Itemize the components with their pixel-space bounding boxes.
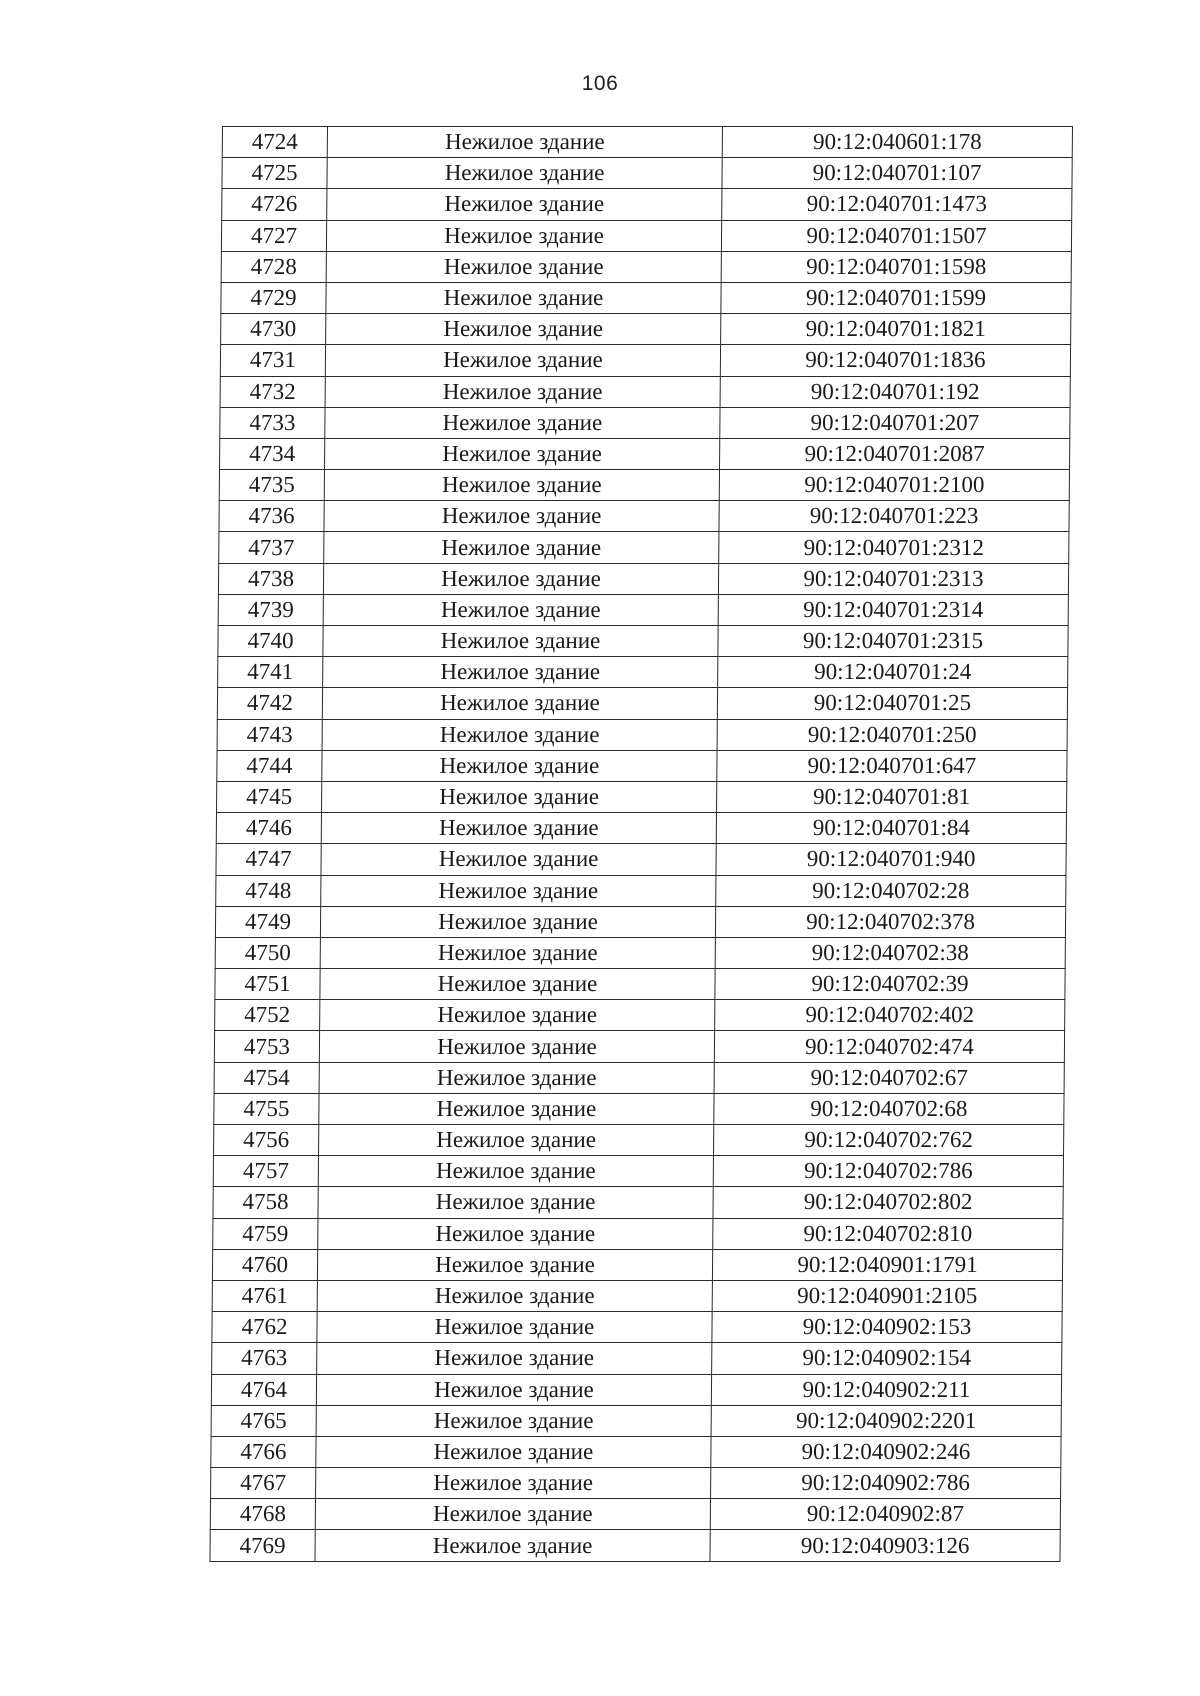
table-row (212, 1280, 1062, 1311)
cadastral-number-cell: 90:12:040702:38 (715, 937, 1065, 968)
registry-table (209, 126, 1073, 1562)
row-number-cell: 4745 (217, 781, 322, 812)
object-type-cell: Нежилое здание (315, 1499, 710, 1530)
table-row (216, 844, 1066, 875)
object-type-cell: Нежилое здание (323, 657, 718, 688)
cadastral-number-cell: 90:12:040902:211 (711, 1374, 1061, 1405)
object-type-cell: Нежилое здание (317, 1343, 712, 1374)
table-row (220, 438, 1070, 469)
cadastral-number-cell: 90:12:040902:246 (711, 1436, 1061, 1467)
cadastral-number-cell: 90:12:040701:2315 (718, 626, 1068, 657)
object-type-cell: Нежилое здание (318, 1187, 713, 1218)
cadastral-number-cell: 90:12:040702:810 (713, 1218, 1063, 1249)
object-type-cell: Нежилое здание (325, 407, 720, 438)
table-row (217, 781, 1067, 812)
object-type-cell: Нежилое здание (320, 969, 715, 1000)
row-number-cell: 4738 (218, 563, 323, 594)
table-row (215, 906, 1065, 937)
row-number-cell: 4759 (213, 1218, 318, 1249)
table-row (222, 189, 1072, 220)
object-type-cell: Нежилое здание (321, 813, 716, 844)
table-row (214, 1062, 1064, 1093)
object-type-cell: Нежилое здание (324, 470, 719, 501)
row-number-cell: 4725 (222, 158, 327, 189)
table-row (212, 1312, 1062, 1343)
row-number-cell: 4726 (222, 189, 327, 220)
object-type-cell: Нежилое здание (318, 1156, 713, 1187)
object-type-cell: Нежилое здание (326, 314, 721, 345)
object-type-cell: Нежилое здание (327, 189, 722, 220)
row-number-cell: 4727 (221, 220, 326, 251)
cadastral-number-cell: 90:12:040701:250 (717, 719, 1067, 750)
table-row (213, 1187, 1063, 1218)
cadastral-number-cell: 90:12:040701:2313 (718, 563, 1068, 594)
table-row (218, 563, 1068, 594)
cadastral-number-cell: 90:12:040701:192 (720, 376, 1070, 407)
object-type-cell: Нежилое здание (319, 1125, 714, 1156)
table-row (222, 127, 1072, 158)
table-row (221, 282, 1071, 313)
object-type-cell: Нежилое здание (316, 1405, 711, 1436)
object-type-cell: Нежилое здание (325, 438, 720, 469)
object-type-cell: Нежилое здание (320, 1000, 715, 1031)
row-number-cell: 4751 (215, 969, 320, 1000)
row-number-cell: 4749 (215, 906, 320, 937)
row-number-cell: 4767 (211, 1468, 316, 1499)
table-row (213, 1218, 1063, 1249)
object-type-cell: Нежилое здание (325, 376, 720, 407)
table-row (215, 1000, 1065, 1031)
cadastral-number-cell: 90:12:040901:1791 (712, 1249, 1062, 1280)
cadastral-number-cell: 90:12:040701:647 (717, 750, 1067, 781)
page-number: 106 (581, 72, 619, 95)
row-number-cell: 4744 (217, 750, 322, 781)
object-type-cell: Нежилое здание (318, 1218, 713, 1249)
row-number-cell: 4764 (211, 1374, 316, 1405)
row-number-cell: 4753 (214, 1031, 319, 1062)
cadastral-number-cell: 90:12:040701:1821 (721, 314, 1071, 345)
cadastral-number-cell: 90:12:040701:1473 (722, 189, 1072, 220)
object-type-cell: Нежилое здание (324, 532, 719, 563)
row-number-cell: 4730 (221, 314, 326, 345)
object-type-cell: Нежилое здание (316, 1468, 711, 1499)
row-number-cell: 4760 (212, 1249, 317, 1280)
row-number-cell: 4737 (219, 532, 324, 563)
row-number-cell: 4724 (222, 127, 327, 158)
object-type-cell: Нежилое здание (322, 688, 717, 719)
cadastral-number-cell: 90:12:040701:2312 (719, 532, 1069, 563)
table-row (221, 251, 1071, 282)
table-row (220, 376, 1070, 407)
table-row (216, 875, 1066, 906)
cadastral-number-cell: 90:12:040901:2105 (712, 1280, 1062, 1311)
row-number-cell: 4736 (219, 501, 324, 532)
cadastral-number-cell: 90:12:040701:2087 (720, 438, 1070, 469)
object-type-cell: Нежилое здание (316, 1436, 711, 1467)
row-number-cell: 4740 (218, 626, 323, 657)
table-row (215, 969, 1065, 1000)
row-number-cell: 4747 (216, 844, 321, 875)
table-row (212, 1249, 1062, 1280)
row-number-cell: 4741 (218, 657, 323, 688)
table-row (211, 1468, 1061, 1499)
table-row (210, 1530, 1060, 1561)
cadastral-number-cell: 90:12:040702:378 (715, 906, 1065, 937)
table-row (217, 750, 1067, 781)
row-number-cell: 4733 (220, 407, 325, 438)
object-type-cell: Нежилое здание (323, 594, 718, 625)
row-number-cell: 4728 (221, 251, 326, 282)
table-row (218, 657, 1068, 688)
table-row (220, 407, 1070, 438)
cadastral-number-cell: 90:12:040702:28 (716, 875, 1066, 906)
cadastral-number-cell: 90:12:040601:178 (722, 127, 1072, 158)
row-number-cell: 4755 (214, 1093, 319, 1124)
cadastral-number-cell: 90:12:040902:87 (710, 1499, 1060, 1530)
row-number-cell: 4754 (214, 1062, 319, 1093)
object-type-cell: Нежилое здание (325, 345, 720, 376)
cadastral-number-cell: 90:12:040701:207 (720, 407, 1070, 438)
row-number-cell: 4748 (216, 875, 321, 906)
object-type-cell: Нежилое здание (320, 906, 715, 937)
table-row (218, 626, 1068, 657)
cadastral-number-cell: 90:12:040701:1599 (721, 282, 1071, 313)
cadastral-number-cell: 90:12:040701:1836 (720, 345, 1070, 376)
object-type-cell: Нежилое здание (317, 1312, 712, 1343)
object-type-cell: Нежилое здание (319, 1031, 714, 1062)
row-number-cell: 4763 (212, 1343, 317, 1374)
cadastral-number-cell: 90:12:040902:2201 (711, 1405, 1061, 1436)
table-row (219, 501, 1069, 532)
table-row (219, 532, 1069, 563)
cadastral-number-cell: 90:12:040701:81 (717, 781, 1067, 812)
table-row (221, 220, 1071, 251)
cadastral-number-cell: 90:12:040702:67 (714, 1062, 1064, 1093)
object-type-cell: Нежилое здание (324, 501, 719, 532)
object-type-cell: Нежилое здание (323, 626, 718, 657)
object-type-cell: Нежилое здание (319, 1093, 714, 1124)
table-row (213, 1156, 1063, 1187)
table-row (217, 719, 1067, 750)
object-type-cell: Нежилое здание (322, 719, 717, 750)
row-number-cell: 4758 (213, 1187, 318, 1218)
cadastral-number-cell: 90:12:040702:68 (714, 1093, 1064, 1124)
cadastral-number-cell: 90:12:040701:2314 (718, 594, 1068, 625)
cadastral-number-cell: 90:12:040701:107 (722, 158, 1072, 189)
cadastral-number-cell: 90:12:040701:84 (716, 813, 1066, 844)
table-row (221, 314, 1071, 345)
row-number-cell: 4732 (220, 376, 325, 407)
table-row (211, 1436, 1061, 1467)
table-row (211, 1374, 1061, 1405)
cadastral-number-cell: 90:12:040701:2100 (719, 470, 1069, 501)
row-number-cell: 4729 (221, 282, 326, 313)
table-row (210, 1499, 1060, 1530)
row-number-cell: 4734 (220, 438, 325, 469)
row-number-cell: 4757 (213, 1156, 318, 1187)
object-type-cell: Нежилое здание (327, 158, 722, 189)
row-number-cell: 4756 (214, 1125, 319, 1156)
object-type-cell: Нежилое здание (327, 127, 722, 158)
row-number-cell: 4752 (215, 1000, 320, 1031)
table-row (211, 1405, 1061, 1436)
table-row (216, 813, 1066, 844)
cadastral-number-cell: 90:12:040701:940 (716, 844, 1066, 875)
row-number-cell: 4769 (210, 1530, 315, 1561)
cadastral-number-cell: 90:12:040701:223 (719, 501, 1069, 532)
table-row (219, 470, 1069, 501)
row-number-cell: 4743 (217, 719, 322, 750)
table-row (222, 158, 1072, 189)
table-row (220, 345, 1070, 376)
row-number-cell: 4761 (212, 1280, 317, 1311)
cadastral-number-cell: 90:12:040902:153 (712, 1312, 1062, 1343)
cadastral-number-cell: 90:12:040701:24 (718, 657, 1068, 688)
object-type-cell: Нежилое здание (320, 937, 715, 968)
object-type-cell: Нежилое здание (321, 875, 716, 906)
cadastral-number-cell: 90:12:040902:154 (712, 1343, 1062, 1374)
cadastral-number-cell: 90:12:040701:25 (717, 688, 1067, 719)
object-type-cell: Нежилое здание (316, 1374, 711, 1405)
table-row (218, 594, 1068, 625)
cadastral-number-cell: 90:12:040702:402 (715, 1000, 1065, 1031)
table-row (217, 688, 1067, 719)
registry-table-body (210, 127, 1073, 1562)
row-number-cell: 4750 (215, 937, 320, 968)
object-type-cell: Нежилое здание (326, 220, 721, 251)
cadastral-number-cell: 90:12:040702:39 (715, 969, 1065, 1000)
cadastral-number-cell: 90:12:040702:786 (713, 1156, 1063, 1187)
cadastral-number-cell: 90:12:040902:786 (711, 1468, 1061, 1499)
object-type-cell: Нежилое здание (315, 1530, 710, 1561)
cadastral-number-cell: 90:12:040903:126 (710, 1530, 1060, 1561)
object-type-cell: Нежилое здание (319, 1062, 714, 1093)
object-type-cell: Нежилое здание (317, 1280, 712, 1311)
row-number-cell: 4739 (218, 594, 323, 625)
object-type-cell: Нежилое здание (322, 781, 717, 812)
cadastral-number-cell: 90:12:040702:802 (713, 1187, 1063, 1218)
object-type-cell: Нежилое здание (321, 844, 716, 875)
row-number-cell: 4766 (211, 1436, 316, 1467)
object-type-cell: Нежилое здание (322, 750, 717, 781)
row-number-cell: 4731 (220, 345, 325, 376)
row-number-cell: 4746 (216, 813, 321, 844)
table-row (214, 1125, 1064, 1156)
object-type-cell: Нежилое здание (326, 282, 721, 313)
cadastral-number-cell: 90:12:040702:762 (714, 1125, 1064, 1156)
table-row (212, 1343, 1062, 1374)
table-row (214, 1031, 1064, 1062)
cadastral-number-cell: 90:12:040701:1507 (721, 220, 1071, 251)
table-row (214, 1093, 1064, 1124)
object-type-cell: Нежилое здание (317, 1249, 712, 1280)
object-type-cell: Нежилое здание (326, 251, 721, 282)
row-number-cell: 4768 (210, 1499, 315, 1530)
row-number-cell: 4735 (219, 470, 324, 501)
object-type-cell: Нежилое здание (323, 563, 718, 594)
table-row (215, 937, 1065, 968)
row-number-cell: 4762 (212, 1312, 317, 1343)
cadastral-number-cell: 90:12:040701:1598 (721, 251, 1071, 282)
row-number-cell: 4765 (211, 1405, 316, 1436)
cadastral-number-cell: 90:12:040702:474 (714, 1031, 1064, 1062)
row-number-cell: 4742 (217, 688, 322, 719)
